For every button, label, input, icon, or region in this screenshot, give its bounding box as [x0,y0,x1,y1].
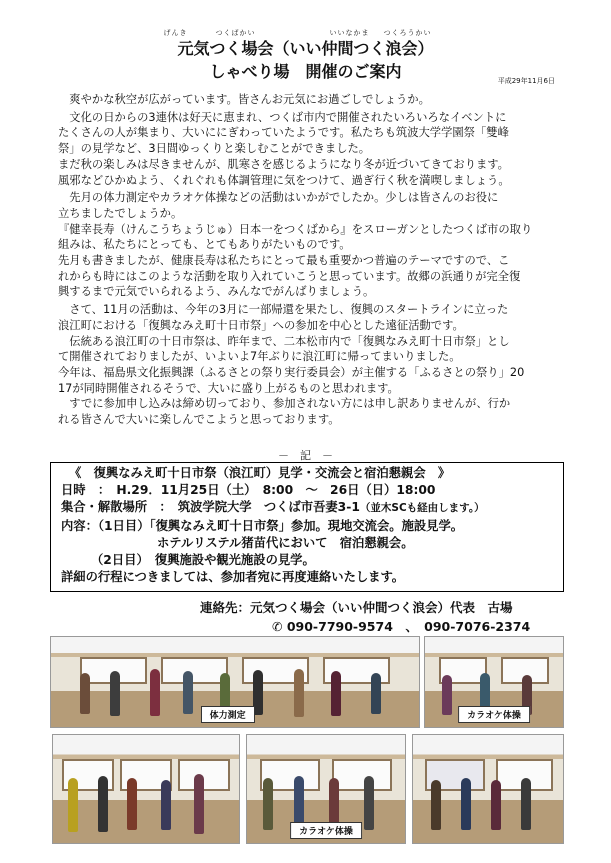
body-line: れる皆さんで大いに楽しんでこようと思っております。 [58,413,340,427]
contact-block [200,598,600,636]
body-line: 先月も書きましたが、健康長寿は私たちにとって最も重要かつ普遍のテーマですので、こ [58,254,510,268]
ki-label: － 記 － [278,449,333,462]
photo-hall-exercise [412,734,564,844]
event-meeting-place: 集合・解散場所 ： 筑波学院大学 つくば市吾妻3-1 [61,500,360,515]
page-subtitle: しゃべり場 開催のご案内 [209,62,402,81]
body-line: 今年は、福島県文化振興課（ふるさとの祭り実行委員会）が主催する「ふるさとの祭り」20 [58,365,525,379]
title-block [0,28,611,82]
photo-caption-karaoke-1: カラオケ体操 [458,706,530,723]
photo-caption-fitness: 体力測定 [201,706,255,723]
page-title: 元気つく場会（いい仲間つく浪会） [177,39,434,58]
contact-line: 連絡先：元気つく場会（いい仲間つく浪会）代表 古場 [200,600,513,615]
contact-phones [200,617,600,636]
body-line: て開催されておりましたが、いよいよ7年ぶりに浪江町に帰ってまいりました。 [58,350,461,364]
event-details-box [50,462,564,592]
event-heading: 《 復興なみえ町十日市祭（浪江町）見学・交流会と宿泊懇親会 》 [69,466,451,480]
event-note: 詳細の行程につきましては、参加者宛に再度連絡いたします。 [61,570,405,585]
ruby-tsukuba: つくばかい [215,29,256,37]
event-datetime: 日時 ： H.29．11月25日（土） 8:00 ～ 26日（日）18:00 [61,483,436,498]
event-content-day2: （2日目） 復興施設や観光施設の見学。 [91,553,315,568]
phone-icon: ✆ [272,619,283,634]
phone-numbers: 090-7790-9574 、 090-7076-2374 [286,619,531,634]
ruby-genki: げんき [163,29,188,37]
event-content-day1: 内容：（1日目）「復興なみえ町十日市祭」参加。現地交流会。施設見学。 [61,518,464,533]
title-ruby [146,28,466,40]
body-line: まだ秋の楽しみは尽きませんが、肌寒さを感じるようになり冬が近づいてきております。 [58,157,509,171]
body-line: 『健幸長寿（けんこうちょうじゅ）日本一をつくばから』をスローガンとしたつくば市の取り [58,222,533,236]
body-line: 17が同時開催されるそうで、大いに盛り上がるものと思われます。 [58,381,399,395]
event-content-day1-hotel: ホテルリステル猪苗代において 宿泊懇親会。 [157,535,414,550]
ruby-iinakama: いいなかま [329,29,370,37]
body-line: 先月の体力測定やカラオケ体操などの活動はいかがでしたか。少しは皆さんのお役に [58,191,499,205]
body-line: 爽やかな秋空が広がっています。皆さんお元気にお過ごしでしょうか。 [58,93,430,106]
body-line: 浪江町における「復興なみえ町十日市祭」への参加を中心とした遠征活動です。 [58,318,464,332]
letter-body [58,92,578,428]
issue-date: 平成29年11月6日 [497,77,555,85]
event-meeting-note: （並木SCも経由します。） [359,502,485,515]
ruby-tsukuroukai: つくろうかい [383,29,432,37]
photo-karaoke-exercise-1 [424,636,564,728]
body-line: すでに参加申し込みは締め切っており、参加されない方には申し訳ありませんが、行か [58,397,511,411]
photo-karaoke-exercise-2 [246,734,406,844]
body-line: 風邪などひかぬよう、くれぐれも体調管理に気をつけて、過ぎ行く秋を満喫しましょう。 [58,173,510,187]
photo-fitness-test [50,636,420,728]
body-line: 祭」の見学など、3日間ゆっくりと楽しむことができました。 [58,142,371,156]
body-line: 伝統ある浪江町の十日市祭は、昨年まで、二本松市内で「復興なみえ町十日市祭」とし [58,334,510,348]
body-line: 組みは、私たちにとっても、とてもありがたいものです。 [58,238,351,252]
body-line: さて、11月の活動は、今年の3月に一部帰還を果たし、復興のスタートラインに立った [58,303,509,317]
ki-heading [0,447,611,463]
body-line: たくさんの人が集まり、大いににぎわっていたようです。私たちも筑波大学学園祭「雙峰 [58,126,509,140]
body-line: 文化の日からの3連休は好天に恵まれ、つくば市内で開催されたいろいろなイベントに [58,110,507,124]
event-meeting [61,499,553,517]
photo-group-exercise [52,734,240,844]
body-line: 興するまで元気でいられるよう、みんなでがんばりましょう。 [58,285,375,299]
body-line: れからも時にはこのような活動を取り入れていこうと思っています。故郷の浜通りが完全復 [58,269,521,283]
body-line: 立ちましたでしょうか。 [58,206,183,220]
photo-caption-karaoke-2: カラオケ体操 [290,822,362,839]
